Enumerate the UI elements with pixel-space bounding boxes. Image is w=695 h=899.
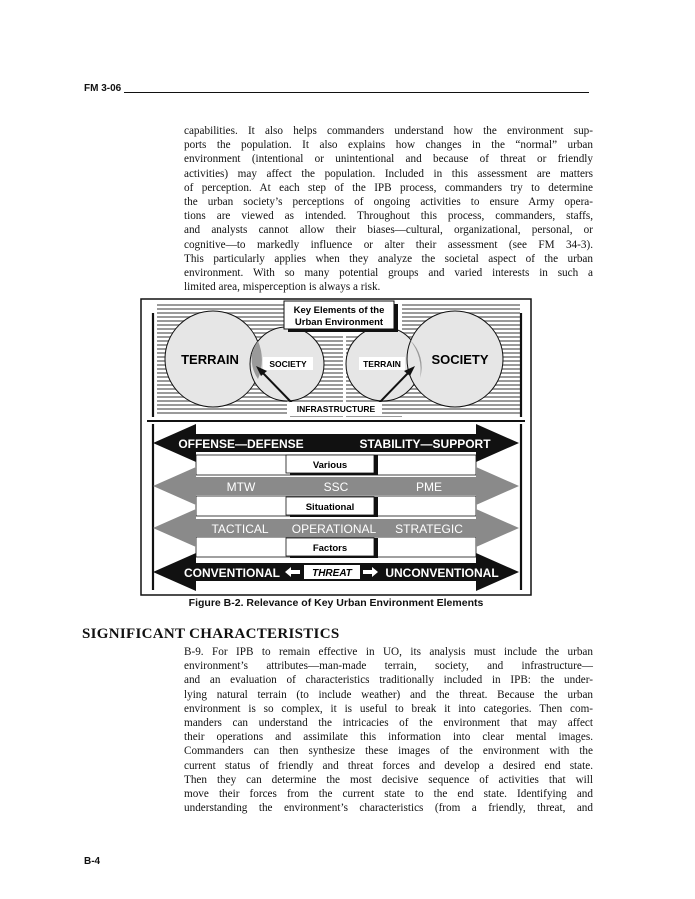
figure-title-line1: Key Elements of the (293, 305, 385, 316)
text-line: and an evaluation of characteristics traditionally included in IPB: the under- (184, 674, 593, 687)
text-line: move their forces from the current state to the end state. Identifying and (184, 788, 593, 801)
tactical-label: TACTICAL (211, 522, 269, 536)
text-line: environment is so complex, it is useful to break it into categories. Then com- (184, 702, 593, 715)
text-line: tions are viewed as intended. Throughout this process, commanders, staffs, (184, 210, 593, 223)
text-line: This particularly applies when they analyze the societal aspect of the urban (184, 252, 593, 265)
text-line: environment. With so many potential groups and varied interests in such a (184, 267, 593, 280)
society-label-left: SOCIETY (269, 359, 307, 369)
text-line: environment’s attributes—man-made terrain, society, and infrastructure— (184, 660, 593, 673)
text-line: current status of friendly and threat forces and develop a desired end state. (184, 759, 593, 772)
ssc-label: SSC (323, 480, 349, 494)
text-line: Commanders can then synthesize these images of the environment with the (184, 745, 593, 758)
operational-label: OPERATIONAL (291, 522, 377, 536)
stability-support-label: STABILITY—SUPPORT (359, 437, 491, 451)
running-header: FM 3-06 (84, 83, 122, 94)
text-line: ports the population. It also explains how changes in the “normal” urban (184, 139, 593, 152)
society-label-right: SOCIETY (431, 352, 489, 367)
situational-label: Situational (305, 502, 355, 513)
text-line: limited area, misperception is always a risk. (184, 281, 381, 294)
section-title: SIGNIFICANT CHARACTERISTICS (82, 626, 340, 642)
text-line: understanding the environment’s characteristics (from a friendly, threat, and (184, 802, 593, 815)
text-line: and analysts cannot allow their biases—cultural, organizational, personal, or (184, 224, 593, 237)
text-line: cognitive—to markedly influence or alter their assessment (see FM 34-3). (184, 238, 593, 251)
page-number: B-4 (84, 856, 101, 867)
text-line: activities) may affect the population. Included in this assessment are matters (184, 167, 593, 180)
text-line: environment (intentional or unintentional and because of threat or friendly (184, 153, 593, 166)
offense-defense-label: OFFENSE—DEFENSE (178, 437, 304, 451)
infrastructure-label: INFRASTRUCTURE (296, 404, 376, 414)
conventional-label: CONVENTIONAL (184, 566, 280, 580)
text-line: of perception. At each step of the IPB process, commanders try to determine (184, 181, 593, 194)
pme-label: PME (415, 480, 443, 494)
text-line: capabilities. It also helps commanders understand how the environment sup- (184, 125, 593, 137)
threat-label: THREAT (312, 568, 352, 579)
factors-label: Factors (312, 543, 348, 554)
various-label: Various (312, 460, 348, 471)
paragraph-2 (184, 645, 593, 815)
terrain-label-right: TERRAIN (363, 359, 401, 369)
mtw-label: MTW (226, 480, 256, 494)
strategic-label: STRATEGIC (395, 522, 463, 536)
text-line: Then they can determine the most decisive sequence of activities that will (184, 773, 593, 786)
text-line: lying natural terrain (to include weather) and the threat. Because the urban (184, 688, 593, 701)
text-line: manders can understand the intricacies of the environment that may affect (184, 717, 593, 730)
text-line: B-9. For IPB to remain effective in UO, its analysis must include the urban (184, 646, 593, 658)
figure-title-line2: Urban Environment (294, 317, 384, 328)
unconventional-label: UNCONVENTIONAL (385, 566, 499, 580)
text-line: their operations and assimilate this information into clear mental images. (184, 731, 593, 744)
terrain-label-left: TERRAIN (181, 352, 239, 367)
figure-caption: Figure B-2. Relevance of Key Urban Environment Elements (188, 597, 484, 609)
text-line: the urban society’s perceptions of ongoing activities to ensure Army opera- (184, 196, 593, 209)
